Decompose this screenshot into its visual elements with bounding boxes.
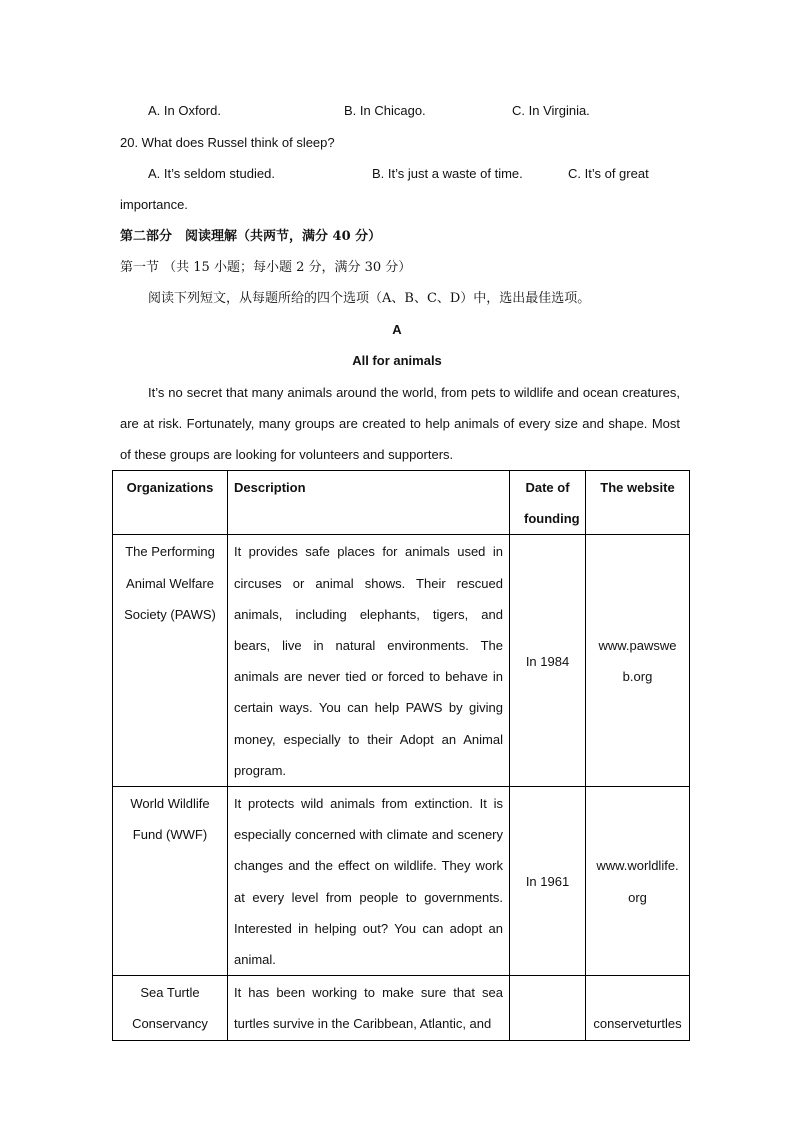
header-website: The website bbox=[586, 471, 690, 535]
q20-option-c: C. It’s of great bbox=[568, 166, 649, 181]
q20-question: 20. What does Russel think of sleep? bbox=[120, 135, 335, 150]
q20-option-c-continued: importance. bbox=[120, 197, 188, 212]
header-description: Description bbox=[228, 471, 510, 535]
q20-option-a: A. It’s seldom studied. bbox=[148, 166, 275, 181]
org-name: Sea Turtle Conservancy bbox=[113, 976, 228, 1040]
org-website: www.worldlife.org bbox=[586, 787, 690, 976]
passage-intro: It’s no secret that many animals around the world, from pets to wildlife and ocean creatures, are at risk. Fortunately, many groups are created to help animals of every size and shape. Most of these groups are looking for volunteers and supporters. bbox=[120, 385, 680, 462]
instruction-text: 阅读下列短文，从每题所给的四个选项（A、B、C、D）中，选出最佳选项。 bbox=[148, 291, 591, 306]
org-description: It protects wild animals from extinction. It is especially concerned with climate and scenery changes and the effect on wildlife. They work at every level from people to governments. Interested in helping out? You can adopt an animal. bbox=[228, 787, 510, 976]
org-date: In 1984 bbox=[510, 535, 586, 787]
org-name: World Wildlife Fund (WWF) bbox=[113, 787, 228, 976]
q19-option-b: B. In Chicago. bbox=[344, 103, 426, 118]
passage-title: All for animals bbox=[352, 353, 442, 368]
org-description: It provides safe places for animals used in circuses or animal shows. Their rescued animals, including elephants, tigers, and bears, live in natural environments. The animals are never tied or forced to behave in certain ways. You can help PAWS by giving money, especially to their Adopt an Animal program. bbox=[228, 535, 510, 787]
org-name: The Performing Animal Welfare Society (PAWS) bbox=[113, 535, 228, 787]
org-description: It has been working to make sure that sea turtles survive in the Caribbean, Atlantic, and bbox=[228, 976, 510, 1040]
table-row bbox=[113, 535, 690, 787]
table-row bbox=[113, 976, 690, 1040]
header-organizations: Organizations bbox=[113, 471, 228, 535]
table-row bbox=[113, 787, 690, 976]
q20-option-b: B. It’s just a waste of time. bbox=[372, 166, 523, 181]
org-date: In 1961 bbox=[510, 787, 586, 976]
part2-heading: 第二部分 阅读理解（共两节，满分 40 分） bbox=[120, 229, 382, 244]
q19-option-a: A. In Oxford. bbox=[148, 103, 221, 118]
header-date-of-founding: Date of founding bbox=[510, 471, 586, 535]
passage-letter: A bbox=[392, 322, 402, 337]
q19-option-c: C. In Virginia. bbox=[512, 103, 590, 118]
org-website: conserveturtles bbox=[586, 976, 690, 1040]
section1-heading: 第一节 （共 15 小题；每小题 2 分，满分 30 分） bbox=[120, 260, 412, 275]
organizations-table bbox=[112, 470, 690, 1041]
org-website: www.pawsweb.org bbox=[586, 535, 690, 787]
org-date bbox=[510, 976, 586, 1040]
table-header-row bbox=[113, 471, 690, 535]
